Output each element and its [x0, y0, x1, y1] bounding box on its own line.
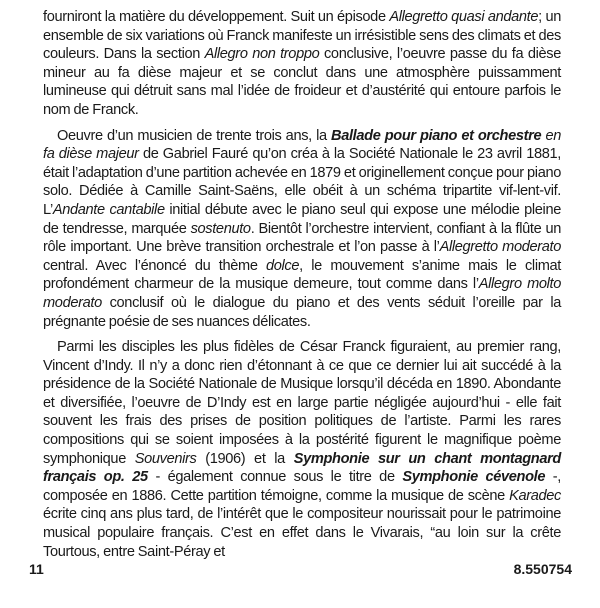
- text-run: Parmi les disciples les plus fidèles de César Franck figuraient, au premier rang, Vincent d’Indy. Il n’y a donc rien d’étonnant à ce que ce dernier lui ait succédé à la présidence de la Société Nationale de Musique lorsqu’il décéda en 1890. Abondante et diversifiée, l’oeuvre de D’Indy est en large partie négligée aujourd’hui - elle fait souvent les frais des prises de position politiques de l’artiste. Parmi les rares compositions qui se soient imposées à la postérité figurent le magnifique poème symphonique: [43, 339, 561, 467]
- text-run: de Gabriel Fauré qu’on créa à la Société Nationale le 23 avril 1881, était l’adaptation d’une partition achevée en 1879 et originellement conçue pour piano solo. Dédiée à Camille Saint-Saëns, elle obéit à un schéma tripartite vif-lent-vif. L’: [43, 146, 561, 218]
- italic-term: dolce: [266, 257, 300, 274]
- paragraph: [43, 8, 561, 120]
- italic-term: Allegretto moderato: [439, 239, 562, 256]
- page-number: 11: [29, 561, 44, 577]
- body-text: [43, 8, 561, 568]
- text-run: initial débute avec le piano seul qui expose une mélodie pleine de tendresse, marquée: [43, 201, 561, 237]
- italic-term: Souvenirs: [134, 450, 197, 467]
- text-run: conclusif où le dialogue du piano et des vents séduit l’oreille par la prégnante poésie de ses nuances délicates.: [43, 294, 561, 330]
- paragraph: [43, 127, 561, 332]
- work-title: Ballade pour piano et orchestre: [331, 127, 542, 144]
- text-run: central. Avec l’énoncé du thème: [43, 257, 266, 274]
- italic-term: en fa dièse majeur: [43, 127, 561, 163]
- work-title: Symphonie cévenole: [402, 469, 546, 486]
- text-run: écrite cinq ans plus tard, de l’intérêt que le compositeur nourissait pour le patrimoine musical populaire français. C’est en effet dans le Vivarais, “au loin sur la crête Tourtous, entre Saint-Péray et: [43, 506, 561, 560]
- italic-term: Andante cantabile: [52, 201, 165, 218]
- text-run: Oeuvre d’un musicien de trente trois ans, la: [57, 127, 331, 144]
- work-title: Symphonie sur un chant montagnard français op. 25: [43, 450, 561, 486]
- catalog-number: 8.550754: [513, 561, 572, 577]
- text-run: , le mouvement s’anime mais le climat profondément charmeur de la musique demeure, tout comme dans l’: [43, 257, 561, 293]
- text-run: (1906) et la: [196, 450, 294, 467]
- paragraph: [43, 338, 561, 561]
- text-run: . Bientôt l’orchestre intervient, confiant à la flûte un rôle important. Une brève transition orchestrale et l’on passe à l’: [43, 220, 561, 256]
- text-run: fourniront la matière du développement. Suit un épisode: [43, 9, 390, 25]
- text-run: conclusive, l’oeuvre passe du fa dièse mineur au fa dièse majeur et se conclut dans une atmosphère puissamment lumineuse qui détruit sans mal l’idée de froideur et d’austérité qui entoure parfois le nom de Franck.: [43, 46, 561, 118]
- italic-term: Allegretto quasi andante: [389, 9, 539, 25]
- italic-term: Allegro non troppo: [204, 46, 320, 63]
- text-run: ; un ensemble de six variations où Franck manifeste un irrésistible sens des climats et des couleurs. Dans la section: [43, 9, 561, 63]
- italic-term: Allegro molto moderato: [43, 276, 562, 311]
- text-run: - également connue sous le titre de: [147, 469, 403, 486]
- italic-term: Karadec: [509, 487, 561, 504]
- text-run: -, composée en 1886. Cette partition témoigne, comme la musique de scène: [43, 469, 562, 504]
- italic-term: sostenuto: [190, 220, 251, 237]
